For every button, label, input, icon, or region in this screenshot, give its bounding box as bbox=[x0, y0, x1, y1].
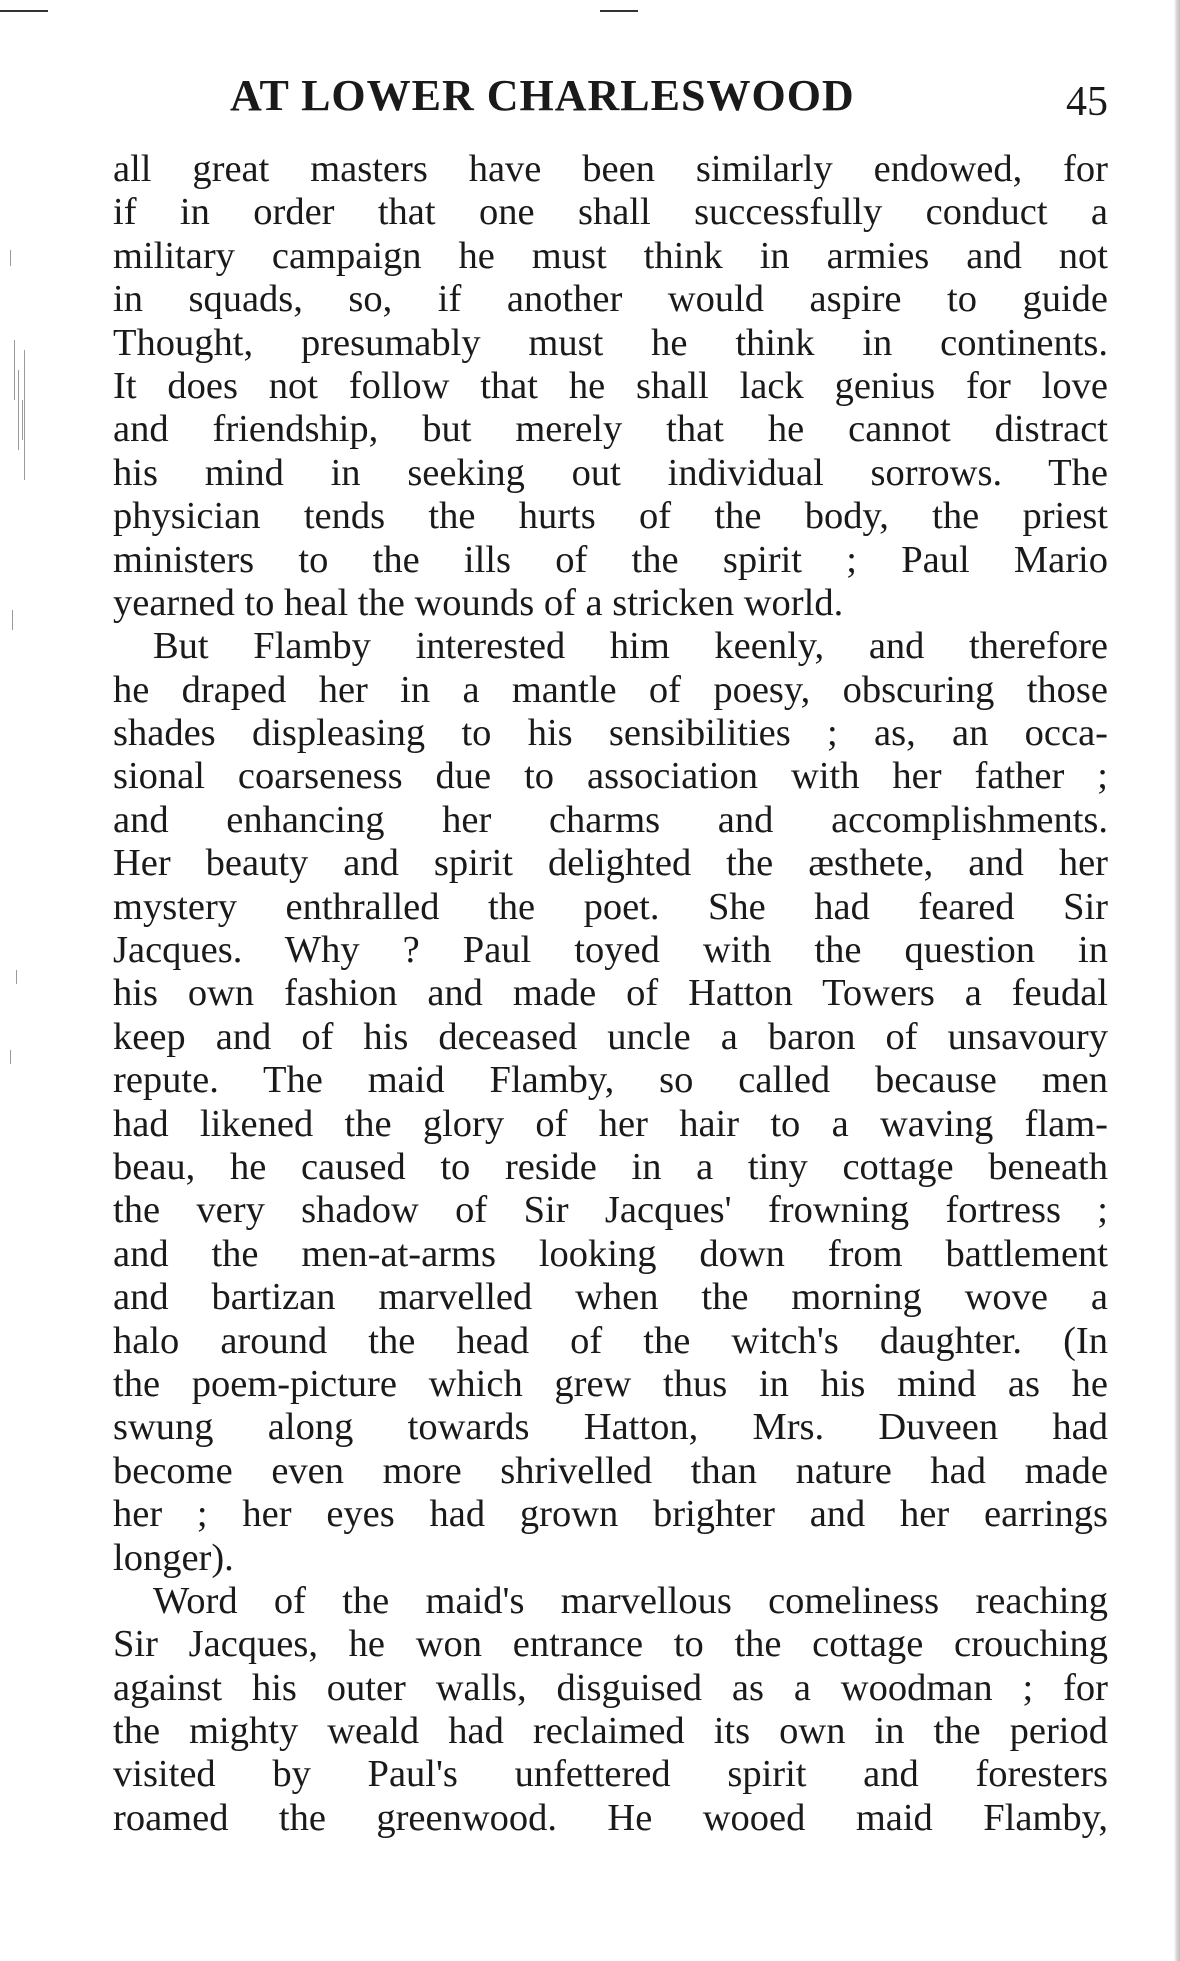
text-line: repute. The maid Flamby, so called because men bbox=[113, 1059, 1108, 1102]
text-line: physician tends the hurts of the body, the priest bbox=[113, 495, 1108, 538]
text-line: roamed the greenwood. He wooed maid Flamby, bbox=[113, 1796, 1108, 1839]
text-line: halo around the head of the witch's daughter. (In bbox=[113, 1319, 1108, 1362]
text-line: and enhancing her charms and accomplishments. bbox=[113, 798, 1108, 841]
text-line: Her beauty and spirit delighted the æsthete, and her bbox=[113, 842, 1108, 885]
text-line: beau, he caused to reside in a tiny cottage beneath bbox=[113, 1145, 1108, 1188]
text-line: his mind in seeking out individual sorrows. The bbox=[113, 451, 1108, 494]
text-line: ministers to the ills of the spirit ; Paul Mario bbox=[113, 538, 1108, 581]
text-line: sional coarseness due to association with her father ; bbox=[113, 755, 1108, 798]
text-line: had likened the glory of her hair to a waving flam- bbox=[113, 1102, 1108, 1145]
text-line: and the men-at-arms looking down from battlement bbox=[113, 1232, 1108, 1275]
running-head: AT LOWER CHARLESWOOD bbox=[230, 71, 855, 120]
text-line: and bartizan marvelled when the morning wove a bbox=[113, 1276, 1108, 1319]
page-header bbox=[118, 64, 1108, 124]
text-line: become even more shrivelled than nature had made bbox=[113, 1449, 1108, 1492]
text-line: It does not follow that he shall lack genius for love bbox=[113, 364, 1108, 407]
page-number: 45 bbox=[1066, 79, 1108, 125]
text-line: the poem-picture which grew thus in his mind as he bbox=[113, 1362, 1108, 1405]
text-line: Sir Jacques, he won entrance to the cottage crouching bbox=[113, 1623, 1108, 1666]
text-line: the mighty weald had reclaimed its own in the period bbox=[113, 1710, 1108, 1753]
text-line: the very shadow of Sir Jacques' frowning fortress ; bbox=[113, 1189, 1108, 1232]
text-line: longer). bbox=[113, 1536, 234, 1579]
text-line: if in order that one shall successfully conduct a bbox=[113, 191, 1108, 234]
text-line: But Flamby interested him keenly, and therefore bbox=[153, 625, 1108, 668]
text-line: against his outer walls, disguised as a woodman ; for bbox=[113, 1666, 1108, 1709]
text-line: military campaign he must think in armies and not bbox=[113, 234, 1108, 277]
text-line: in squads, so, if another would aspire to guide bbox=[113, 278, 1108, 321]
text-line: swung along towards Hatton, Mrs. Duveen had bbox=[113, 1406, 1108, 1449]
text-line: her ; her eyes had grown brighter and her earrings bbox=[113, 1493, 1108, 1536]
text-line: and friendship, but merely that he cannot distract bbox=[113, 408, 1108, 451]
page-edge-shadow bbox=[1174, 0, 1180, 1961]
text-line: visited by Paul's unfettered spirit and foresters bbox=[113, 1753, 1108, 1796]
text-line: mystery enthralled the poet. She had feared Sir bbox=[113, 885, 1108, 928]
text-line: shades displeasing to his sensibilities ; as, an occa- bbox=[113, 712, 1108, 755]
scan-tick-mark bbox=[600, 10, 638, 12]
text-line: all great masters have been similarly endowed, for bbox=[113, 148, 1108, 190]
body-text bbox=[113, 148, 1108, 1840]
text-line: Word of the maid's marvellous comeliness reaching bbox=[153, 1579, 1108, 1622]
text-line: keep and of his deceased uncle a baron of unsavoury bbox=[113, 1015, 1108, 1058]
scan-specks bbox=[4, 250, 28, 1070]
scan-rule-mark bbox=[0, 10, 48, 12]
text-line: Jacques. Why ? Paul toyed with the question in bbox=[113, 929, 1108, 972]
text-line: Thought, presumably must he think in continents. bbox=[113, 321, 1108, 364]
text-line: he draped her in a mantle of poesy, obscuring those bbox=[113, 668, 1108, 711]
text-line: his own fashion and made of Hatton Towers a feudal bbox=[113, 972, 1108, 1015]
text-line: yearned to heal the wounds of a stricken world. bbox=[113, 581, 844, 624]
